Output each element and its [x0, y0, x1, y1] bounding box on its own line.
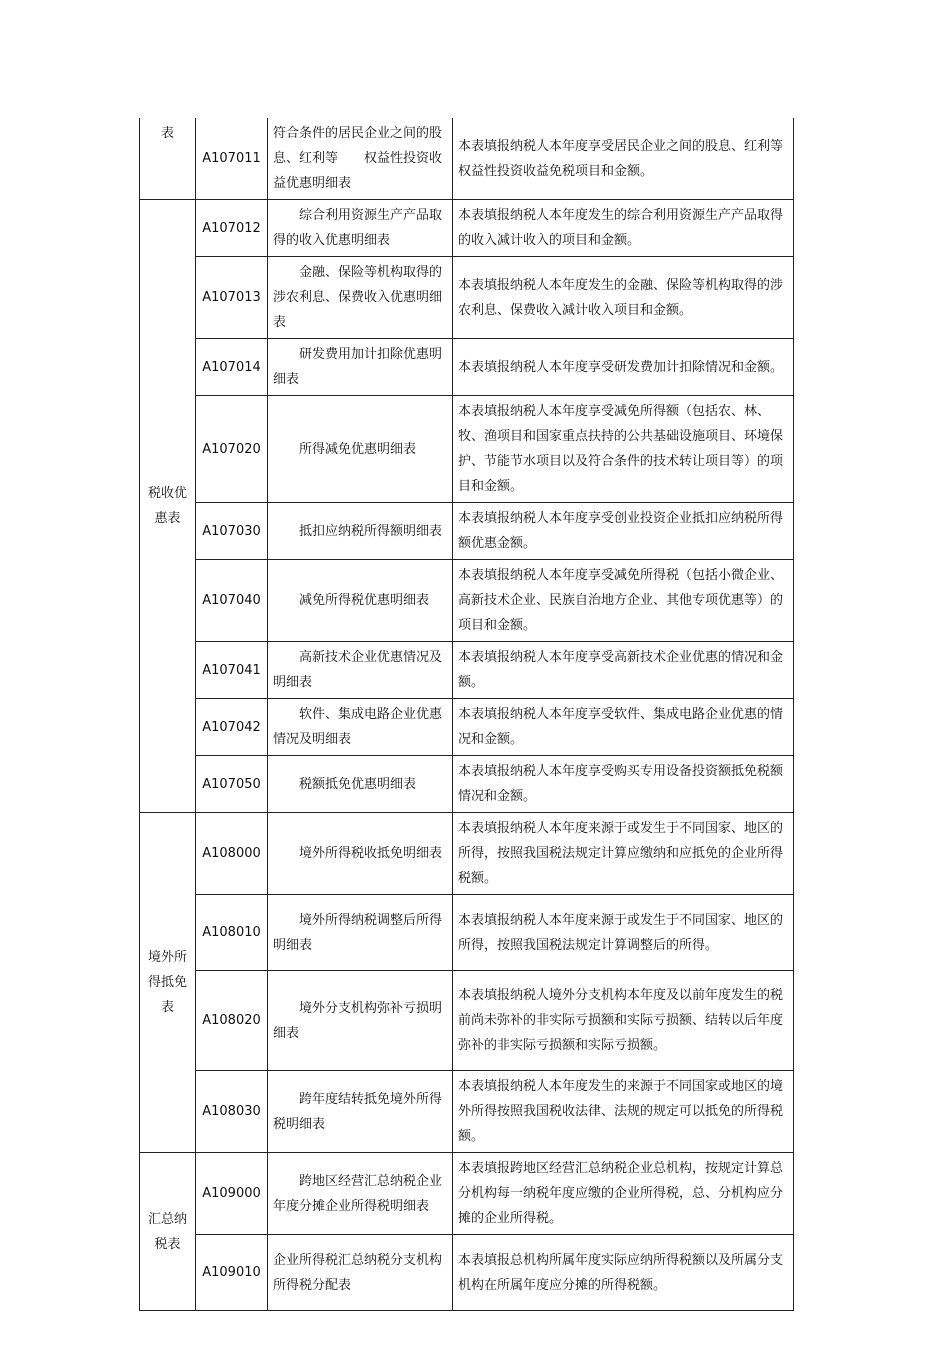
tax-forms-table — [139, 118, 794, 1311]
form-name: 减免所得税优惠明细表 — [268, 560, 453, 642]
form-name: 所得减免优惠明细表 — [268, 396, 453, 503]
form-name: 跨地区经营汇总纳税企业年度分摊企业所得税明细表 — [268, 1153, 453, 1235]
form-description: 本表填报纳税人本年度享受减免所得税（包括小微企业、高新技术企业、民族自治地方企业、其他专项优惠等）的项目和金额。 — [453, 560, 794, 642]
table-row — [140, 971, 794, 1071]
form-description: 本表填报跨地区经营汇总纳税企业总机构，按规定计算总分机构每一纳税年度应缴的企业所得税，总、分机构应分摊的企业所得税。 — [453, 1153, 794, 1235]
form-description: 本表填报纳税人本年度来源于或发生于不同国家、地区的所得，按照我国税法规定计算应缴纳和应抵免的企业所得税额。 — [453, 813, 794, 895]
form-name: 境外分支机构弥补亏损明细表 — [268, 971, 453, 1071]
form-name: 境外所得纳税调整后所得明细表 — [268, 895, 453, 971]
table-row — [140, 118, 794, 200]
form-code: A107013 — [196, 257, 268, 339]
form-name: 境外所得税收抵免明细表 — [268, 813, 453, 895]
form-code: A107011 — [196, 118, 268, 200]
table-row — [140, 257, 794, 339]
form-code: A107040 — [196, 560, 268, 642]
table-row — [140, 200, 794, 257]
form-code: A107014 — [196, 339, 268, 396]
form-name: 金融、保险等机构取得的涉农利息、保费收入优惠明细表 — [268, 257, 453, 339]
form-code: A107041 — [196, 642, 268, 699]
form-code: A108010 — [196, 895, 268, 971]
form-name: 研发费用加计扣除优惠明细表 — [268, 339, 453, 396]
form-name: 综合利用资源生产产品取得的收入优惠明细表 — [268, 200, 453, 257]
form-description: 本表填报纳税人本年度享受购买专用设备投资额抵免税额情况和金额。 — [453, 756, 794, 813]
form-code: A108030 — [196, 1071, 268, 1153]
form-name: 税额抵免优惠明细表 — [268, 756, 453, 813]
table-row — [140, 503, 794, 560]
form-name: 软件、集成电路企业优惠情况及明细表 — [268, 699, 453, 756]
form-description: 本表填报纳税人本年度来源于或发生于不同国家、地区的所得，按照我国税法规定计算调整后的所得。 — [453, 895, 794, 971]
form-code: A109010 — [196, 1235, 268, 1311]
table-row — [140, 396, 794, 503]
table-row — [140, 1235, 794, 1311]
form-description: 本表填报纳税人本年度享受居民企业之间的股息、红利等权益性投资收益免税项目和金额。 — [453, 118, 794, 200]
table-row — [140, 895, 794, 971]
form-description: 本表填报纳税人本年度享受减免所得额（包括农、林、牧、渔项目和国家重点扶持的公共基础设施项目、环境保护、节能节水项目以及符合条件的技术转让项目等）的项目和金额。 — [453, 396, 794, 503]
table-row — [140, 642, 794, 699]
form-name: 高新技术企业优惠情况及明细表 — [268, 642, 453, 699]
form-code: A107042 — [196, 699, 268, 756]
form-code: A108020 — [196, 971, 268, 1071]
form-code: A108000 — [196, 813, 268, 895]
table-row — [140, 1153, 794, 1235]
form-name: 企业所得税汇总纳税分支机构所得税分配表 — [268, 1235, 453, 1311]
form-description: 本表填报纳税人本年度享受软件、集成电路企业优惠的情况和金额。 — [453, 699, 794, 756]
form-description: 本表填报纳税人本年度发生的金融、保险等机构取得的涉农利息、保费收入减计收入项目和金额。 — [453, 257, 794, 339]
form-code: A109000 — [196, 1153, 268, 1235]
form-code: A107030 — [196, 503, 268, 560]
table-row — [140, 813, 794, 895]
form-name: 跨年度结转抵免境外所得税明细表 — [268, 1071, 453, 1153]
form-description: 本表填报纳税人本年度享受高新技术企业优惠的情况和金额。 — [453, 642, 794, 699]
form-description: 本表填报纳税人本年度享受创业投资企业抵扣应纳税所得额优惠金额。 — [453, 503, 794, 560]
category-cell: 汇总纳税表 — [140, 1153, 196, 1311]
form-code: A107050 — [196, 756, 268, 813]
category-cell: 表 — [140, 118, 196, 200]
table-row — [140, 699, 794, 756]
category-cell: 境外所得抵免表 — [140, 813, 196, 1153]
table-row — [140, 756, 794, 813]
form-name: 符合条件的居民企业之间的股息、红利等 权益性投资收益优惠明细表 — [268, 118, 453, 200]
form-description: 本表填报纳税人本年度发生的综合利用资源生产产品取得的收入减计收入的项目和金额。 — [453, 200, 794, 257]
table-row — [140, 1071, 794, 1153]
form-description: 本表填报纳税人本年度享受研发费加计扣除情况和金额。 — [453, 339, 794, 396]
form-name: 抵扣应纳税所得额明细表 — [268, 503, 453, 560]
table-row — [140, 339, 794, 396]
form-description: 本表填报总机构所属年度实际应纳所得税额以及所属分支机构在所属年度应分摊的所得税额。 — [453, 1235, 794, 1311]
form-description: 本表填报纳税人本年度发生的来源于不同国家或地区的境外所得按照我国税收法律、法规的规定可以抵免的所得税额。 — [453, 1071, 794, 1153]
form-description: 本表填报纳税人境外分支机构本年度及以前年度发生的税前尚未弥补的非实际亏损额和实际亏损额、结转以后年度弥补的非实际亏损额和实际亏损额。 — [453, 971, 794, 1071]
category-cell: 税收优惠表 — [140, 200, 196, 813]
form-code: A107012 — [196, 200, 268, 257]
table-row — [140, 560, 794, 642]
form-code: A107020 — [196, 396, 268, 503]
